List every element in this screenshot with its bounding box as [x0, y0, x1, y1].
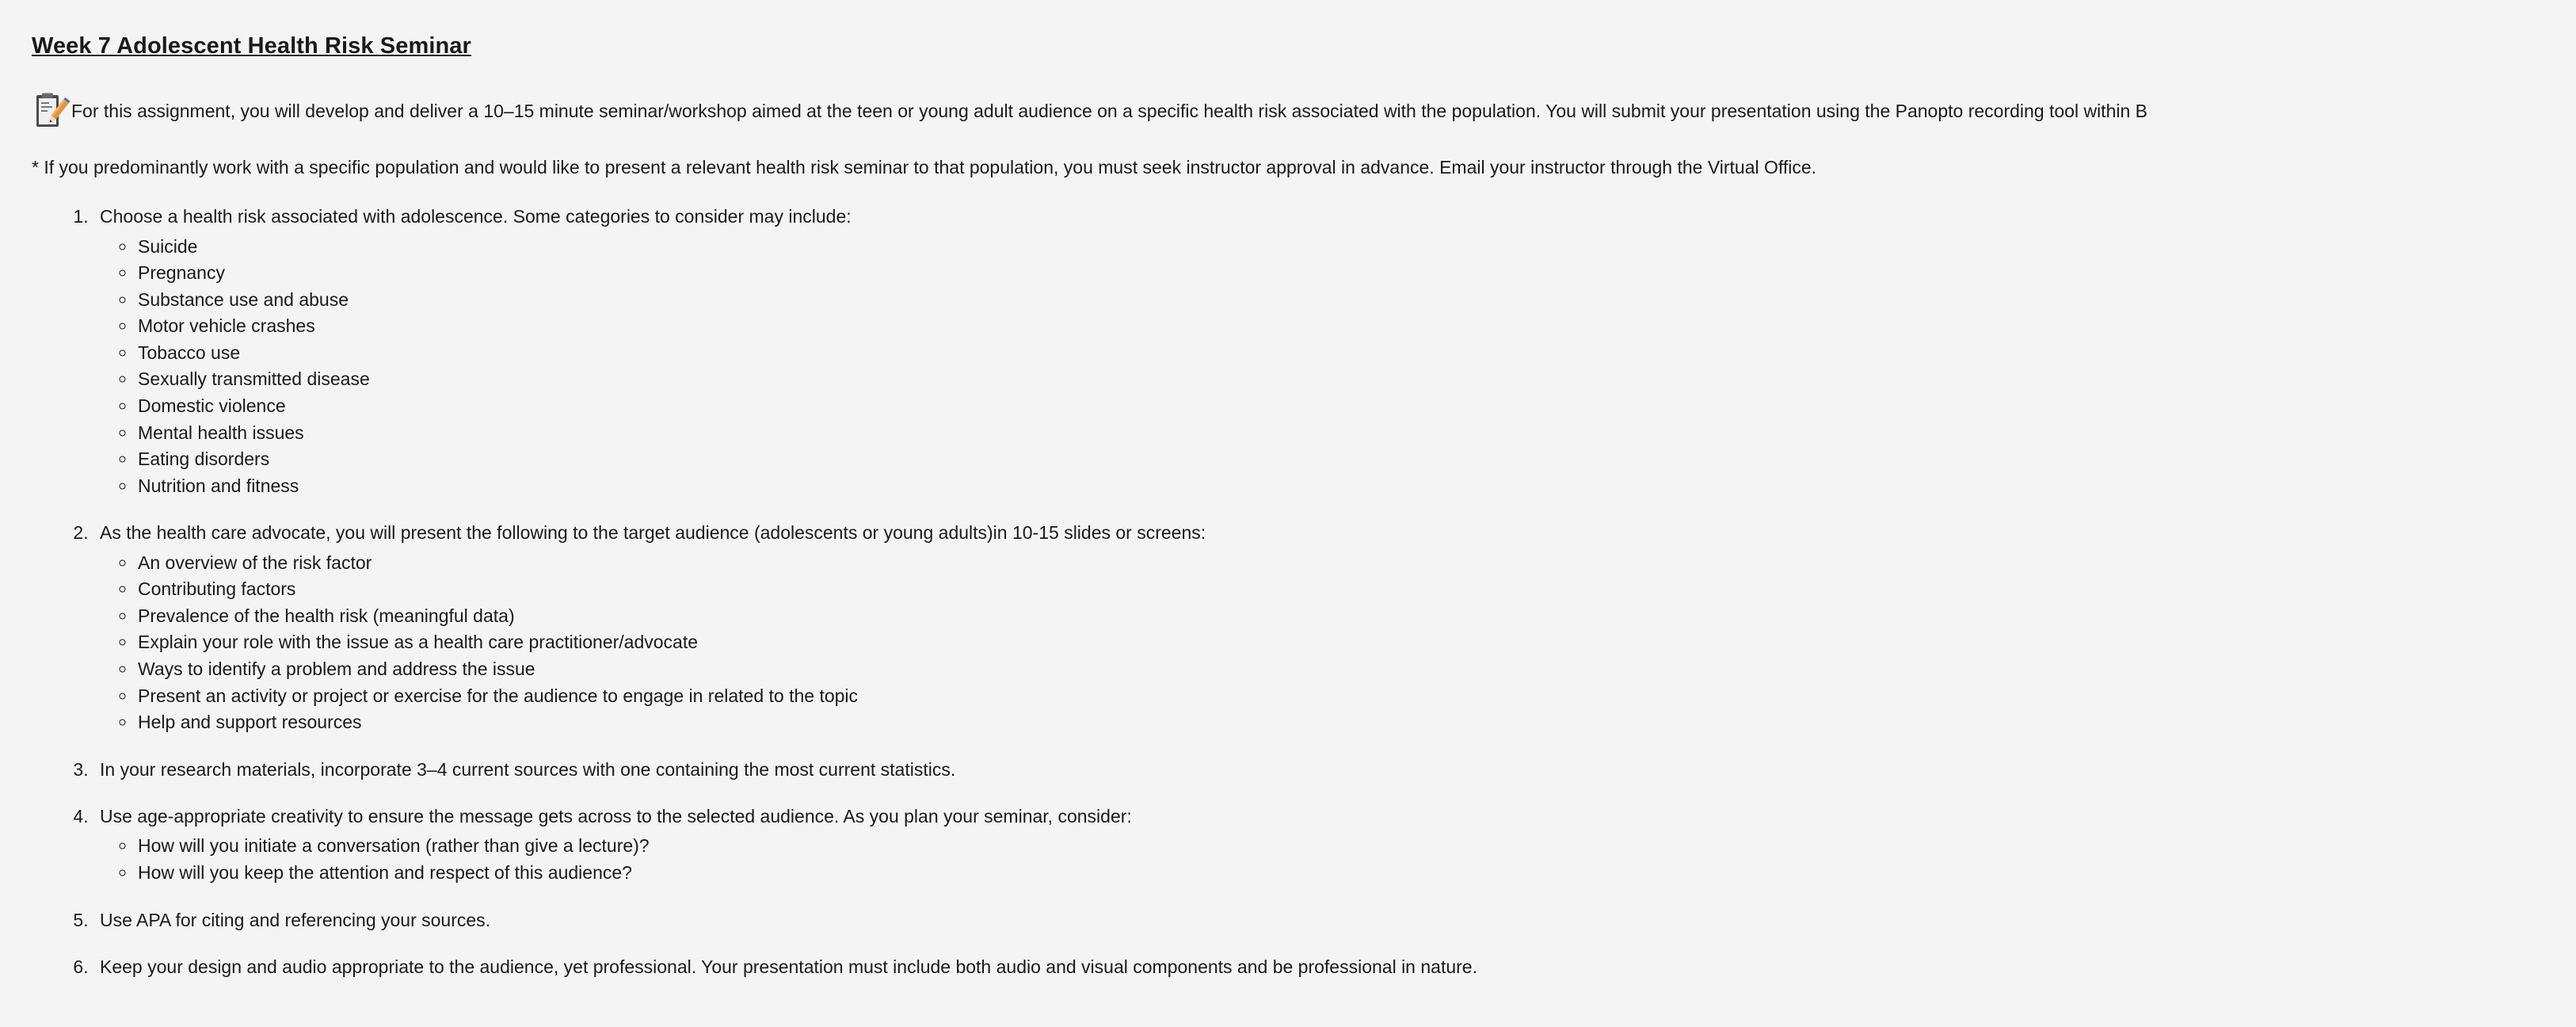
list-item	[93, 907, 2576, 933]
sub-list-item: ◦ Nutrition and fitness	[136, 473, 2576, 500]
list-item	[93, 954, 2576, 980]
sub-list-item: ◦ Present an activity or project or exercise for the audience to engage in related to the topic	[136, 683, 2576, 710]
sub-list-item: ◦ How will you initiate a conversation (rather than give a lecture)?	[136, 833, 2576, 860]
list-item-text: Use age-appropriate creativity to ensure the message gets across to the selected audience. As you plan your seminar, consider:	[100, 806, 1132, 827]
list-item-text: Use APA for citing and referencing your sources.	[100, 909, 491, 930]
sub-list-item: ◦ An overview of the risk factor	[136, 550, 2576, 577]
sub-list-item: ◦ Contributing factors	[136, 576, 2576, 603]
list-item-text: Keep your design and audio appropriate to the audience, yet professional. Your presentation must include both audio and visual components and be professional in nature.	[100, 956, 1477, 977]
sub-list-item: ◦ Pregnancy	[136, 260, 2576, 287]
sub-list	[100, 234, 2576, 500]
sub-list-item: ◦ How will you keep the attention and respect of this audience?	[136, 860, 2576, 887]
intro-text: For this assignment, you will develop and deliver a 10–15 minute seminar/workshop aimed at the teen or young adult audience on a specific health risk associated with the population. You will submit your presentation using the Panopto recording tool within B	[71, 101, 2147, 121]
approval-note: * If you predominantly work with a specific population and would like to present a relevant health risk seminar to that population, you must seek instructor approval in advance. Email your instructor through the Virtual Office.	[32, 157, 1817, 178]
sub-list-item: ◦ Domestic violence	[136, 393, 2576, 420]
list-item	[93, 520, 2576, 735]
sub-list-item: ◦ Mental health issues	[136, 420, 2576, 447]
page-title: Week 7 Adolescent Health Risk Seminar	[32, 33, 471, 59]
list-item	[93, 804, 2576, 887]
assignment-steps-list	[32, 204, 2576, 980]
sub-list-item: ◦ Substance use and abuse	[136, 287, 2576, 314]
sub-list-item: ◦ Tobacco use	[136, 340, 2576, 367]
sub-list-item: ◦ Sexually transmitted disease	[136, 366, 2576, 393]
list-item	[93, 757, 2576, 783]
sub-list-item: ◦ Explain your role with the issue as a health care practitioner/advocate	[136, 629, 2576, 656]
intro-section	[32, 91, 2576, 131]
list-item-text: Choose a health risk associated with adolescence. Some categories to consider may include:	[100, 206, 852, 227]
sub-list-item: ◦ Suicide	[136, 234, 2576, 261]
sub-list-item: ◦ Ways to identify a problem and address the issue	[136, 656, 2576, 683]
list-item-text: In your research materials, incorporate 3–4 current sources with one containing the most current statistics.	[100, 758, 956, 780]
list-item	[93, 204, 2576, 499]
clipboard-pencil-icon	[32, 93, 71, 131]
sub-list-item: ◦ Eating disorders	[136, 446, 2576, 473]
sub-list-item: ◦ Motor vehicle crashes	[136, 313, 2576, 340]
sub-list	[100, 550, 2576, 736]
list-item-text: As the health care advocate, you will present the following to the target audience (adolescents or young adults)in 10-15 slides or screens:	[100, 522, 1206, 544]
sub-list-item: ◦ Help and support resources	[136, 709, 2576, 736]
sub-list	[100, 833, 2576, 886]
sub-list-item: ◦ Prevalence of the health risk (meaningful data)	[136, 603, 2576, 630]
